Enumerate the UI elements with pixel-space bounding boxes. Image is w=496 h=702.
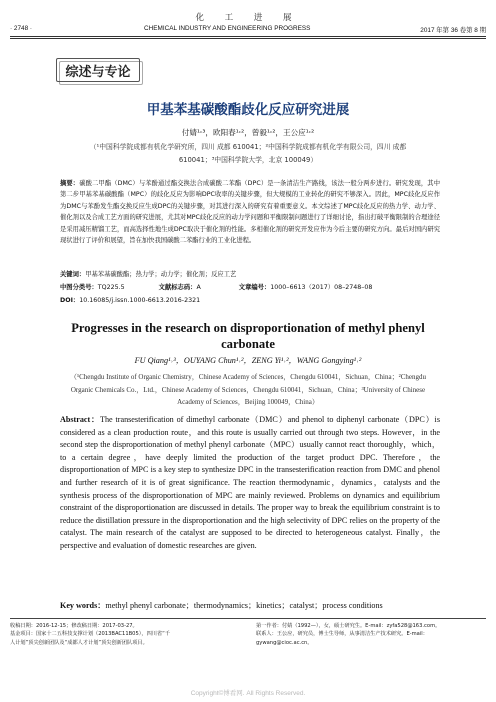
keywords-cn-text: 甲基苯基碳酸酯；热力学；动力学；催化剂；反应工艺 (85, 271, 237, 278)
doi-label: DOI： (60, 297, 80, 304)
keywords-cn (60, 269, 440, 278)
clc-label: 中图分类号： (60, 284, 98, 291)
classification-row (60, 282, 440, 291)
copyright-watermark: Copyright©博看网. All Rights Reserved. (190, 690, 306, 697)
doi-value: 10.16085/j.issn.1000-6613.2016-2321 (79, 297, 201, 304)
doc-code-value: A (196, 284, 201, 291)
keywords-en (60, 600, 440, 611)
keywords-en-text: methyl phenyl carbonate；thermodynamics；kinetics；catalyst；process conditions (105, 601, 383, 610)
journal-name-en: CHEMICAL INDUSTRY AND ENGINEERING PROGRESS (144, 25, 311, 32)
footnote-left (10, 622, 242, 647)
doi-row (60, 295, 440, 304)
article-no-label: 文章编号： (238, 284, 271, 291)
footnote-rule (10, 618, 486, 619)
section-banner: 综述与专论 (56, 58, 140, 82)
affiliation-cn (50, 141, 446, 167)
abstract-cn-text: 碳酸二甲酯（DMC）与苯酚通过酯交换法合成碳酸二苯酯（DPC）是一条清洁生产路线，该法一般分两步进行。研究发现，其中第二步甲基苯基碳酸酯（MPC）的歧化反应为影响DPC收率的关键步骤，但大规模的工业转化的研究不够深入。因此，MPC歧化反应作为DMC与苯酚发生酯交换反应生成DPC的关键步骤，对其进行深入的研究有着重要意义。本文综述了MPC歧化反应的热力学、动力学、催化剂以及合成工艺方面的研究进展，尤其对MPC歧化反应的动力学问题和平衡限制问题进行了详细讨论，指出打破平衡限制的合理途径是采用减压精馏工艺，而高选择性地生成DPC取决于催化剂的性能。多相催化剂的研究开发应作为今后主要的研究方向。最后对国内研究现状进行了评价和展望，旨在加快我国碳酸二苯酯行业的工业化进程。 (60, 180, 440, 245)
title-en-line: Progresses in the research on disproportionation of methyl phenyl (71, 321, 425, 335)
affiliation-en-line: Academy of Sciences，Beijing 100049，China） (177, 398, 319, 407)
footnote-contact: gywang@cioc.ac.cn。 (256, 639, 313, 646)
article-title-cn: 甲基苯基碳酸酯歧化反应研究进展 (146, 102, 350, 118)
abstract-en (60, 414, 440, 553)
article-no-value: 1000–6613（2017）08–2748–08 (270, 284, 373, 291)
doc-code-label: 文献标志码： (158, 284, 197, 291)
page-number: · 2748 · (10, 25, 33, 32)
authors-en: FU Qiang¹˒³，OUYANG Chun¹˒²，ZENG Yi¹˒²，WANG Gongying¹˒² (134, 356, 362, 365)
affiliation-en-line: （¹Chengdu Institute of Organic Chemistry，Chinese Academy of Sciences，Chengdu 610041，Sichuan，China；²Chengdu (70, 373, 426, 381)
footnote-fund: 人计划”顶尖创新团队及“成都人才计划”顶尖创新团队项目。 (10, 639, 148, 646)
affiliation-en-line: Organic Chemicals Co.，Ltd.，Chinese Academy of Sciences，Chengdu 610041，Sichuan，China；³University of Chinese (70, 385, 426, 394)
footnote-fund: 基金项目：国家十二五科技支撑计划（2013BAC11B05），四川省“千 (10, 631, 171, 638)
footnote-right (256, 622, 488, 647)
affiliation-cn-line: （¹中国科学院成都有机化学研究所，四川 成都 610041；²中国科学院成都有机化学有限公司，四川 成都 (89, 143, 407, 151)
footnote-received: 收稿日期：2016-12-15；修改稿日期：2017-03-27。 (10, 623, 138, 629)
article-title-en (40, 320, 456, 352)
keywords-en-label: Key words： (60, 601, 106, 610)
footnote-first-author: 第一作者：付婧（1992—），女，硕士研究生。E-mail：zyfa528@163.com。 (256, 623, 441, 629)
footnote-contact: 联系人：王公应，研究员，博士生导师，从事清洁生产技术研究。E-mail： (256, 631, 428, 638)
clc-value: TQ225.5 (97, 284, 125, 291)
abstract-en-label: Abstract： (60, 415, 101, 424)
affiliation-cn-line: 610041；³中国科学院大学，北京 100049） (178, 156, 318, 164)
authors-cn: 付婧¹˒³，欧阳春¹˒²，曾毅¹˒²，王公应¹˒² (181, 128, 315, 137)
abstract-en-text: The transesterification of dimethyl carbonate（DMC）and phenol to diphenyl carbonate（DPC）is considered as a clean production route，and this route is usually carried out through two steps. However，in the second step the disproportionation of methyl phenyl carbonate（MPC）usually cannot react thoroughly，which，to a certain degree，have deeply limited the production of the target product DPC. Therefore，the disproportionation of MPC is a key step to synthesize DPC in the transesterification reaction from DMC and phenol and further research of it is of great significance. The reaction thermodynamic，dynamics，catalysts and the synthesis process of the disproportionation of MPC are mainly reviewed. Problems on dynamics and equilibrium constraint of the disproportionation are discussed in details. The proper way to break the equilibrium constraint is to reduce the distillation pressure in the disproportionation and the high selectivity of DPC relies on the property of the catalyst. The main research of the catalyst are supposed to be directed to heterogeneous catalyst. Finally，the perspective and evaluation of domestic researches are given. (60, 415, 440, 550)
journal-name-cn: 化 工 进 展 (195, 13, 301, 23)
abstract-cn (60, 178, 440, 246)
header-rule (10, 36, 486, 39)
affiliation-en (56, 371, 440, 409)
abstract-cn-label: 摘要： (60, 180, 80, 187)
title-en-line: carbonate (221, 337, 275, 351)
issue-info: 2017 年第 36 卷第 8 期 (420, 27, 486, 34)
keywords-cn-label: 关键词： (60, 271, 86, 278)
